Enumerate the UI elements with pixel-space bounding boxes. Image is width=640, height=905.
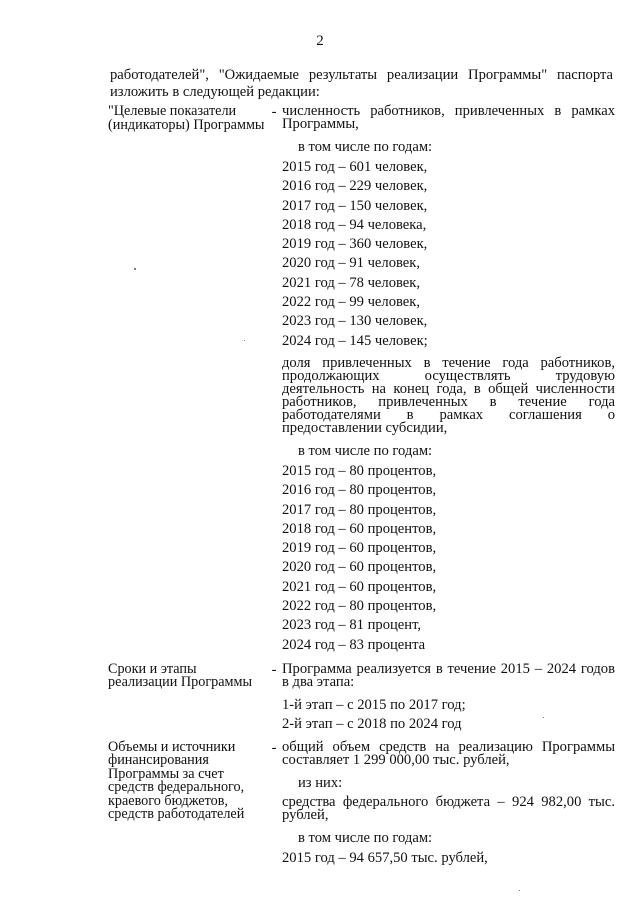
year-item: 2018 год – 60 процентов, xyxy=(282,520,437,537)
year-item: 2022 год – 99 человек, xyxy=(282,294,421,311)
scan-speck xyxy=(134,268,136,270)
financing-text: общий объем средств на реализацию Программы составляет 1 299 000,00 тыс. рублей, xyxy=(282,738,615,768)
scan-speck xyxy=(519,890,520,891)
financing-of-them: из них: xyxy=(298,774,343,791)
indicators-by-years-2: в том числе по годам: xyxy=(298,442,433,459)
indicators-content xyxy=(282,105,615,657)
financing-content xyxy=(282,738,615,870)
financing-federal: средства федерального бюджета – 924 982,00 тыс. рублей, xyxy=(282,793,615,823)
indicators-dash: - xyxy=(271,104,277,120)
indicators-by-years-1: в том числе по годам: xyxy=(298,139,433,155)
year-item: 2016 год – 80 процентов, xyxy=(282,482,437,499)
year-item: 2023 год – 81 процент, xyxy=(282,617,422,634)
terms-text: Программа реализуется в течение 2015 – 2024 годов в два этапа: xyxy=(282,660,615,690)
financing-dash: - xyxy=(271,739,277,756)
intro-paragraph xyxy=(110,67,613,101)
financing-label: Объемы и источники финансирования Программы за счет средств федерального, краевого бюджетов, средств работодателей xyxy=(108,738,245,823)
year-item: 2019 год – 60 процентов, xyxy=(282,540,437,557)
year-item: 2015 год – 80 процентов, xyxy=(282,462,437,479)
year-item: 2020 год – 91 человек, xyxy=(282,255,421,272)
scan-speck xyxy=(543,717,544,718)
financing-row xyxy=(108,738,615,870)
year-item: 2021 год – 60 процентов, xyxy=(282,578,437,595)
terms-label: Сроки и этапы реализации Программы xyxy=(108,660,253,691)
program-passport xyxy=(108,105,615,870)
terms-row xyxy=(108,660,615,737)
year-item: 2024 год – 83 процента xyxy=(282,636,426,653)
year-item: 2024 год – 145 человек; xyxy=(282,332,428,349)
intro-line-1: работодателей", "Ожидаемые результаты реализации Программы" паспорта xyxy=(110,67,613,83)
page-number: 2 xyxy=(316,33,324,49)
year-item: 2020 год – 60 процентов, xyxy=(282,559,437,576)
scan-speck xyxy=(244,340,245,341)
indicators-years-list-2 xyxy=(282,464,615,657)
terms-content xyxy=(282,660,615,737)
financing-year-2015: 2015 год – 94 657,50 тыс. рублей, xyxy=(282,849,488,866)
year-item: 2016 год – 229 человек, xyxy=(282,178,428,195)
stage-2: 2-й этап – с 2018 по 2024 год xyxy=(282,716,462,733)
financing-by-years: в том числе по годам: xyxy=(298,829,433,846)
year-item: 2021 год – 78 человек, xyxy=(282,274,421,291)
indicators-years-list-1 xyxy=(282,160,615,353)
indicators-row xyxy=(108,105,615,657)
indicators-intro-1: численность работников, привлеченных в рамках Программы, xyxy=(282,103,615,132)
stage-1: 1-й этап – с 2015 по 2017 год; xyxy=(282,696,466,713)
indicators-label: "Целевые показатели (индикаторы) Программы xyxy=(108,103,265,133)
year-item: 2017 год – 80 процентов, xyxy=(282,501,437,518)
year-item: 2023 год – 130 человек, xyxy=(282,313,428,330)
year-item: 2018 год – 94 человека, xyxy=(282,216,427,233)
indicators-intro-2: доля привлеченных в течение года работников, продолжающих осуществлять трудовую деятельность на конец года, в общей численности работников, привлеченных в течение года работодателями в рамках соглашения о предоставлении субсидии, xyxy=(282,354,615,436)
year-item: 2017 год – 150 человек, xyxy=(282,197,428,214)
intro-line-2: изложить в следующей редакции: xyxy=(110,84,320,100)
year-item: 2015 год – 601 человек, xyxy=(282,159,428,175)
year-item: 2019 год – 360 человек, xyxy=(282,236,428,253)
terms-dash: - xyxy=(271,661,277,678)
year-item: 2022 год – 80 процентов, xyxy=(282,598,437,615)
